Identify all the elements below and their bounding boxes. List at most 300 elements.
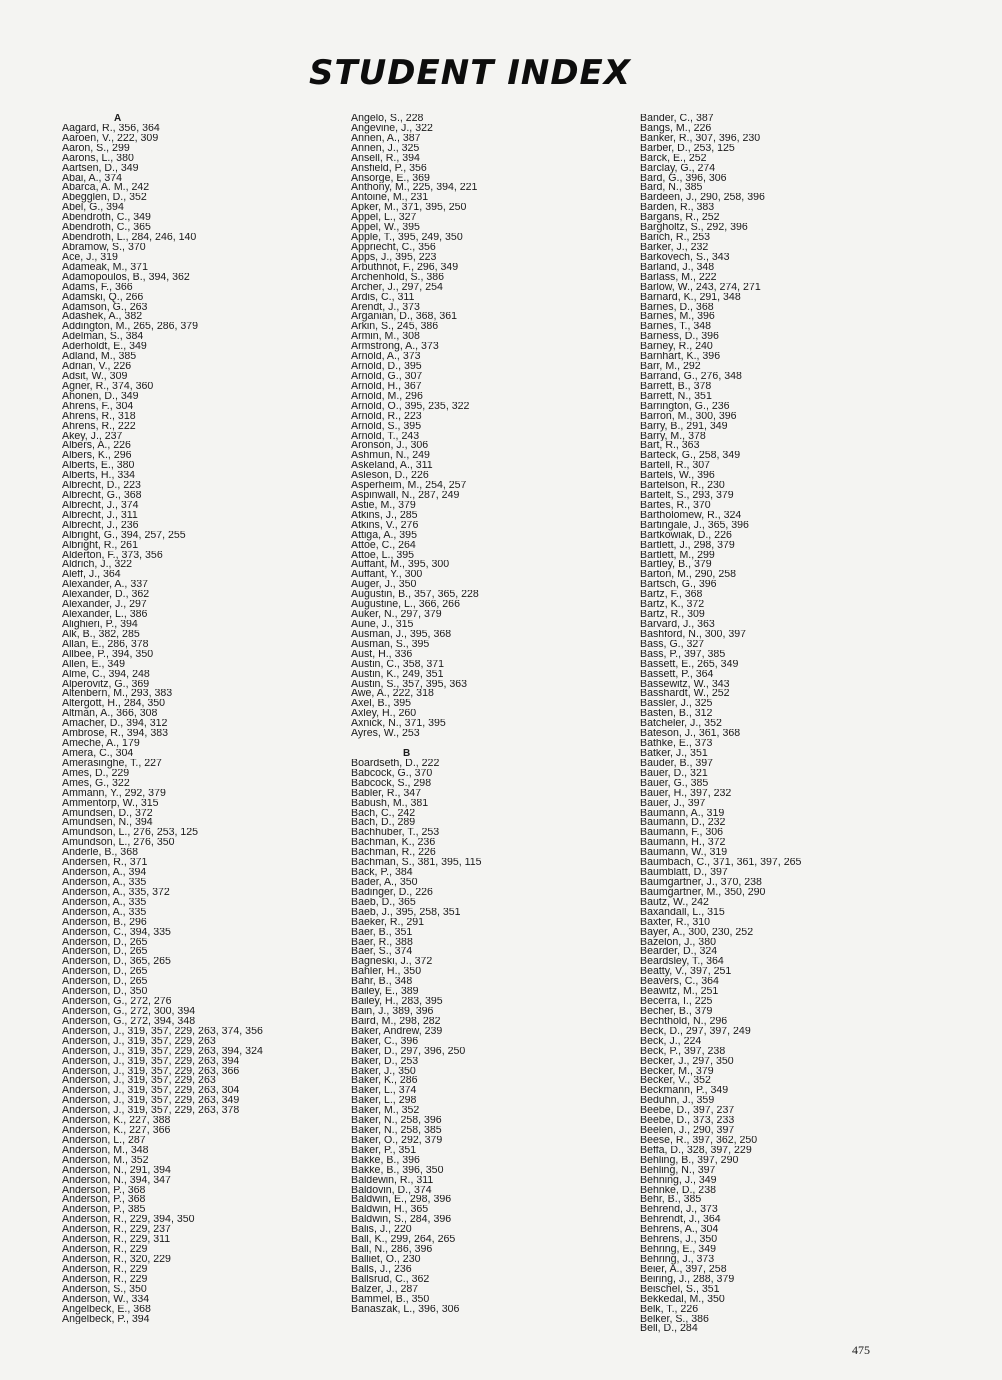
index-entry: Appel, L., 327 [351, 213, 417, 224]
index-entry: Baldwin, E., 298, 396 [351, 1195, 452, 1206]
index-entry: Banaszak, L., 396, 306 [351, 1304, 460, 1315]
index-entry: Behring, J., 373 [640, 1255, 715, 1265]
index-entry: Bardeen, J., 290, 258, 396 [640, 193, 765, 204]
index-entry: Aderholdt, E., 349 [62, 342, 147, 353]
index-entry: Belker, S., 386 [640, 1314, 709, 1325]
index-entry: Baumann, A., 319 [640, 808, 725, 819]
index-entry: Beebe, D., 373, 233 [640, 1116, 735, 1127]
index-entry: Amundsen, D., 372 [62, 808, 153, 819]
index-entry: Anderson, D., 265 [62, 947, 148, 958]
index-entry: Apps, J., 395, 223 [351, 252, 437, 263]
index-entry: Baeb, J., 395, 258, 351 [351, 907, 461, 918]
index-entry: Awe, A., 222, 318 [351, 689, 434, 700]
index-entry: Anderson, D., 265 [62, 967, 148, 978]
index-entry: Bartholomew, R., 324 [640, 510, 742, 521]
index-entry: Barrington, G., 236 [640, 401, 730, 412]
index-entry: Auffant, M., 395, 300 [351, 560, 450, 571]
index-column-1 [62, 114, 332, 1324]
index-entry: Banker, R., 307, 396, 230 [640, 133, 761, 144]
index-entry: Bakke, B., 396, 350 [351, 1165, 444, 1176]
index-entry: Arganian, D., 368, 361 [351, 312, 458, 323]
index-entry: Ausman, J., 395, 368 [351, 629, 452, 640]
index-entry: Anderson, K., 227, 388 [62, 1116, 171, 1127]
index-entry: Barnes, D., 368 [640, 302, 714, 313]
index-entry: Baxandall, L., 315 [640, 907, 725, 918]
index-entry: Adland, M., 385 [62, 352, 137, 363]
index-entry: Austin, S., 357, 395, 363 [351, 679, 468, 690]
index-entry: Bearder, D., 324 [640, 947, 718, 958]
index-entry: Behrendt, J., 364 [640, 1215, 721, 1226]
index-entry: Astie, M., 379 [351, 500, 416, 511]
index-entry: Albrecht, D., 223 [62, 481, 141, 492]
index-entry: Anderson, R., 229 [62, 1264, 148, 1275]
index-entry: Bekkedal, M., 350 [640, 1294, 725, 1305]
index-entry: Aarons, L., 380 [62, 153, 134, 164]
index-entry: Auffant, Y., 300 [351, 570, 423, 581]
index-entry: Alighieri, P., 394 [62, 620, 138, 630]
index-entry: Bartels, W., 396 [640, 471, 715, 482]
index-entry: Beduhn, J., 359 [640, 1096, 715, 1107]
page-title: STUDENT INDEX [309, 53, 631, 93]
index-entry: Baldewin, R., 311 [351, 1175, 434, 1186]
index-entry: Ausman, S., 395 [351, 639, 430, 650]
index-entry: Adelman, S., 384 [62, 332, 144, 343]
index-entry: Bain, J., 389, 396 [351, 1006, 434, 1017]
index-entry: Behrens, J., 350 [640, 1235, 718, 1246]
index-entry: Axnick, N., 371, 395 [351, 719, 446, 730]
index-entry: Baer, S., 374 [351, 947, 413, 958]
index-entry: Baumgartner, M., 350, 290 [640, 887, 766, 898]
index-entry: Barrand, G., 276, 348 [640, 371, 742, 382]
index-entry: Bassewitz, W., 343 [640, 679, 730, 690]
index-entry: Ahrens, R., 222 [62, 421, 136, 432]
index-entry: Baeb, D., 365 [351, 897, 416, 908]
index-entry: Anderson, G., 272, 300, 394 [62, 1006, 196, 1017]
section-heading-b: B [403, 748, 411, 759]
index-entry: Bachhuber, T., 253 [351, 828, 440, 839]
index-entry: Anderson, R., 229 [62, 1274, 148, 1285]
index-entry: Bartelt, S., 293, 379 [640, 491, 734, 501]
index-entry: Adashek, A., 382 [62, 312, 143, 323]
index-entry: Anderson, L., 287 [62, 1135, 146, 1146]
index-entry: Adams, F., 366 [62, 282, 133, 293]
index-entry: Bachman, K., 236 [351, 838, 436, 849]
index-entry: Anderson, S., 350 [62, 1284, 147, 1295]
index-entry: Arnold, T., 243 [351, 431, 420, 442]
index-entry: Anderson, D., 265 [62, 977, 148, 988]
index-entry: Bartley, B., 379 [640, 560, 712, 571]
index-entry: Abendroth, C., 349 [62, 213, 151, 224]
index-entry: Angelbeck, P., 394 [62, 1314, 150, 1325]
index-entry: Adsit, W., 309 [62, 371, 128, 382]
index-entry: Baird, M., 298, 282 [351, 1016, 441, 1027]
index-entry: Albers, A., 226 [62, 441, 131, 452]
index-entry: Baker, Andrew, 239 [351, 1026, 443, 1037]
index-entry: Andersen, R., 371 [62, 858, 148, 869]
index-entry: Behring, E., 349 [640, 1245, 716, 1256]
index-entry: Amerasinghe, T., 227 [62, 758, 162, 769]
index-entry: Anderson, R., 320, 229 [62, 1255, 171, 1265]
index-entry: Bartz, F., 368 [640, 590, 703, 601]
index-entry: Anderson, D., 265 [62, 937, 148, 948]
index-entry: Amacher, D., 394, 312 [62, 719, 168, 730]
index-entry: Babler, R., 347 [351, 788, 422, 799]
index-entry: Behnke, D., 238 [640, 1185, 716, 1196]
index-entry: Barclay, G., 274 [640, 163, 716, 174]
index-entry: Amundsen, N., 394 [62, 818, 153, 829]
index-entry: Allan, E., 286, 378 [62, 639, 149, 650]
index-entry: Barrett, B., 378 [640, 381, 712, 392]
entry-list [640, 114, 990, 1334]
index-entry: Bashford, N., 300, 397 [640, 629, 747, 640]
index-entry: Angelbeck, E., 368 [62, 1304, 151, 1315]
index-entry: Bahr, B., 348 [351, 977, 413, 988]
index-entry: Anderson, J., 319, 357, 229, 263, 374, 356 [62, 1026, 263, 1037]
index-entry: Baumblatt, D., 397 [640, 868, 728, 878]
index-entry: Beiring, J., 288, 379 [640, 1274, 735, 1285]
index-entry: Beischel, S., 351 [640, 1284, 720, 1295]
index-entry: Barry, B., 291, 349 [640, 421, 728, 432]
index-entry: Bautz, W., 242 [640, 897, 709, 908]
index-entry: Bander, C., 387 [640, 114, 714, 124]
index-entry: Batcheler, J., 352 [640, 719, 722, 730]
index-entry: Arnold, A., 373 [351, 352, 421, 363]
index-entry: Ammann, Y., 292, 379 [62, 788, 166, 799]
index-entry: Barry, M., 378 [640, 431, 706, 442]
index-entry: Anderson, J., 319, 357, 229, 263, 366 [62, 1066, 240, 1077]
index-entry: Bartsch, G., 396 [640, 580, 717, 591]
index-entry: Belk, T., 226 [640, 1304, 699, 1315]
index-entry: Balzer, J., 287 [351, 1284, 419, 1295]
index-entry: Altman, A., 366, 308 [62, 709, 158, 720]
index-entry: Ansorge, E., 369 [351, 173, 430, 184]
index-entry: Augustine, L., 366, 266 [351, 600, 460, 611]
index-entry: Annen, J., 325 [351, 143, 420, 154]
index-entry: Alberts, E., 380 [62, 461, 135, 472]
index-column-3 [640, 114, 990, 1334]
index-entry: Aaroen, V., 222, 309 [62, 133, 159, 144]
index-entry: Allen, E., 349 [62, 659, 126, 670]
index-entry: Anderson, W., 334 [62, 1294, 150, 1305]
index-entry: Baldwin, S., 284, 396 [351, 1215, 452, 1226]
index-entry: Bart, R., 363 [640, 441, 700, 452]
index-entry: Anderson, J., 319, 357, 229, 263, 304 [62, 1086, 240, 1097]
index-entry: Barney, R., 240 [640, 342, 713, 353]
index-entry: Baumann, H., 372 [640, 838, 726, 849]
index-entry: Abendroth, L., 284, 246, 140 [62, 233, 197, 243]
index-entry: Bach, D., 289 [351, 818, 416, 829]
index-entry: Bauer, H., 397, 232 [640, 788, 732, 799]
index-entry: Becerra, I., 225 [640, 997, 713, 1007]
index-entry: Bauder, B., 397 [640, 758, 714, 769]
index-entry: Alk, B., 382, 285 [62, 629, 140, 640]
index-entry: Bartelson, R., 230 [640, 481, 725, 492]
index-entry: Barnhart, K., 396 [640, 352, 721, 363]
index-entry: Beck, J., 224 [640, 1036, 702, 1047]
index-entry: Bathke, E., 373 [640, 739, 713, 749]
index-entry: Allbee, P., 394, 350 [62, 649, 154, 660]
index-entry: Barness, D., 396 [640, 332, 719, 343]
index-entry: Bauer, D., 321 [640, 768, 708, 779]
index-entry: Ahrens, F., 304 [62, 401, 134, 412]
index-entry: Behrend, J., 373 [640, 1205, 718, 1216]
index-entry: Ameche, A., 179 [62, 739, 140, 749]
index-entry: Bechthold, N., 296 [640, 1016, 728, 1027]
index-entry: Beebe, D., 397, 237 [640, 1106, 735, 1117]
index-entry: Beffa, D., 328, 397, 229 [640, 1145, 752, 1156]
index-entry: Akey, J., 237 [62, 431, 123, 442]
index-entry: Batker, J., 351 [640, 749, 708, 759]
index-entry: Behling, N., 397 [640, 1165, 716, 1176]
index-entry: Balls, J., 236 [351, 1264, 412, 1275]
index-entry: Barnard, K., 291, 348 [640, 292, 741, 303]
index-entry: Arnold, R., 223 [351, 411, 422, 422]
index-entry: Aust, H., 336 [351, 649, 413, 660]
index-entry: Barlass, M., 222 [640, 272, 717, 283]
index-entry: Agner, R., 374, 360 [62, 381, 154, 392]
index-entry: Baumann, W., 319 [640, 848, 728, 859]
index-entry: Baumann, D., 232 [640, 818, 726, 829]
index-entry: Amundson, L., 276, 350 [62, 838, 175, 849]
index-entry: Bader, A., 350 [351, 877, 418, 888]
index-entry: Albers, K., 296 [62, 451, 132, 462]
entry-list [351, 114, 621, 739]
index-entry: Bazelon, J., 380 [640, 937, 716, 948]
index-entry: Bartes, R., 370 [640, 500, 711, 511]
index-entry: Anderson, M., 348 [62, 1145, 149, 1156]
entry-list [62, 124, 332, 1325]
index-entry: Ansell, R., 394 [351, 153, 420, 164]
index-entry: Anderson, D., 350 [62, 987, 148, 998]
index-entry: Baker, C., 396 [351, 1036, 419, 1047]
index-entry: Bard, N., 385 [640, 183, 703, 194]
index-entry: Baker, O., 292, 379 [351, 1135, 443, 1146]
index-entry: Aldrich, J., 322 [62, 560, 133, 571]
index-entry: Aaron, S., 299 [62, 143, 130, 154]
index-entry: Babcock, G., 370 [351, 768, 433, 779]
index-entry: Bateson, J., 361, 368 [640, 729, 741, 740]
entry-list [351, 759, 621, 1315]
index-entry: Aronson, J., 306 [351, 441, 429, 452]
index-entry: Beck, D., 297, 397, 249 [640, 1026, 751, 1037]
index-entry: Babcock, S., 298 [351, 778, 432, 789]
index-entry: Baldovin, D., 374 [351, 1185, 432, 1196]
index-entry: Becker, J., 297, 350 [640, 1056, 734, 1067]
index-entry: Annen, A., 387 [351, 133, 421, 144]
index-entry: Behr, B., 385 [640, 1195, 702, 1206]
index-entry: Barland, J., 348 [640, 262, 715, 273]
index-entry: Austin, C., 358, 371 [351, 659, 445, 670]
index-entry: Anderle, B., 368 [62, 848, 138, 859]
index-entry: Beese, R., 397, 362, 250 [640, 1135, 758, 1146]
index-entry: Baumann, F., 306 [640, 828, 724, 839]
index-entry: Anderson, N., 394, 347 [62, 1175, 171, 1186]
index-entry: Armstrong, A., 373 [351, 342, 439, 353]
index-entry: Bailey, E., 389 [351, 987, 419, 998]
index-entry: Arnold, O., 395, 235, 322 [351, 401, 470, 412]
index-entry: Bauer, J., 397 [640, 798, 706, 809]
index-entry: Altenbern, M., 293, 383 [62, 689, 173, 700]
index-entry: Barr, M., 292 [640, 362, 701, 372]
section-heading-a: A [114, 113, 122, 124]
index-entry: Asperheim, M., 254, 257 [351, 481, 467, 492]
index-entry: Baker, K., 286 [351, 1076, 418, 1087]
index-entry: Anderson, A., 335 [62, 897, 147, 908]
index-entry: Abendroth, C., 365 [62, 223, 151, 234]
index-entry: Alexander, J., 297 [62, 600, 147, 611]
index-entry: Beavers, C., 364 [640, 977, 719, 988]
index-entry: Bach, C., 242 [351, 808, 416, 819]
index-entry: Ashmun, N., 249 [351, 451, 430, 462]
index-entry: Altergott, H., 284, 350 [62, 699, 166, 710]
index-entry: Appel, W., 395 [351, 223, 420, 234]
index-entry: Ballsrud, C., 362 [351, 1274, 430, 1285]
index-entry: Anderson, B., 296 [62, 917, 147, 928]
index-entry: Bell, D., 284 [640, 1324, 698, 1335]
index-entry: Anderson, J., 319, 357, 229, 263 [62, 1076, 216, 1087]
index-entry: Adameak, M., 371 [62, 262, 148, 273]
index-entry: Anderson, N., 291, 394 [62, 1165, 171, 1176]
index-entry: Bass, G., 327 [640, 639, 705, 650]
index-entry: Arnold, S., 395 [351, 421, 422, 432]
index-entry: Behning, J., 349 [640, 1175, 717, 1186]
index-entry: Bard, G., 396, 306 [640, 173, 727, 184]
index-entry: Bayer, A., 300, 230, 252 [640, 927, 754, 938]
index-entry: Aleff, J., 364 [62, 570, 121, 581]
index-entry: Archer, J., 297, 254 [351, 282, 443, 293]
index-entry: Baker, L., 298 [351, 1096, 417, 1107]
index-entry: Ball, N., 286, 396 [351, 1245, 433, 1256]
index-entry: Bagneski, J., 372 [351, 957, 433, 968]
index-entry: Barden, R., 383 [640, 203, 715, 214]
index-entry: Anderson, G., 272, 276 [62, 997, 172, 1007]
index-entry: Bassett, P., 364 [640, 669, 714, 680]
index-entry: Balis, J., 220 [351, 1225, 412, 1236]
index-entry: Beawitz, M., 251 [640, 987, 719, 998]
index-entry: Barlow, W., 243, 274, 271 [640, 282, 761, 293]
index-entry: Abel, G., 394 [62, 203, 124, 214]
index-entry: Alexander, D., 362 [62, 590, 150, 601]
index-entry: Barich, R., 253 [640, 233, 711, 243]
index-entry: Anderson, R., 229, 394, 350 [62, 1215, 195, 1226]
index-entry: Anderson, J., 319, 357, 229, 263, 378 [62, 1106, 240, 1117]
index-entry: Badinger, D., 226 [351, 887, 433, 898]
index-entry: Arnold, H., 367 [351, 381, 422, 392]
index-entry: Barnes, T., 348 [640, 322, 712, 333]
index-entry: Becher, B., 379 [640, 1006, 713, 1017]
index-entry: Baker, D., 297, 396, 250 [351, 1046, 466, 1057]
index-entry: Anderson, M., 352 [62, 1155, 149, 1166]
index-entry: Albrecht, J., 374 [62, 500, 139, 511]
index-entry: Alderton, F., 373, 356 [62, 550, 163, 561]
index-entry: Barteck, G., 258, 349 [640, 451, 741, 462]
index-entry: Basshardt, W., 252 [640, 689, 730, 700]
index-entry: Bass, P., 397, 385 [640, 649, 726, 660]
index-entry: Attoe, C., 264 [351, 540, 416, 551]
index-entry: Askeland, A., 311 [351, 461, 433, 472]
index-entry: Axel, B., 395 [351, 699, 412, 710]
index-entry: Adamson, G., 263 [62, 302, 148, 313]
index-entry: Ahrens, R., 318 [62, 411, 136, 422]
index-entry: Bargans, R., 252 [640, 213, 720, 224]
index-entry: Antoine, M., 231 [351, 193, 429, 204]
index-entry: Ansfield, P., 356 [351, 163, 427, 174]
index-entry: Arnold, M., 296 [351, 391, 423, 402]
index-entry: Beier, A., 397, 258 [640, 1264, 727, 1275]
index-entry: Abarca, A. M., 242 [62, 183, 150, 194]
index-entry: Baldwin, H., 365 [351, 1205, 429, 1216]
index-entry: Anderson, J., 319, 357, 229, 263, 349 [62, 1096, 240, 1107]
index-entry: Anderson, A., 335 [62, 877, 147, 888]
index-entry: Arbuthnot, F., 296, 349 [351, 262, 459, 273]
index-entry: Angevine, J., 322 [351, 123, 433, 134]
index-entry: Augustin, B., 357, 365, 228 [351, 590, 479, 601]
index-entry: Anderson, R., 229 [62, 1245, 148, 1256]
index-entry: Barvard, J., 363 [640, 620, 715, 630]
index-entry: Baker, P., 351 [351, 1145, 417, 1156]
index-entry: Ace, J., 319 [62, 252, 118, 263]
index-entry: Anderson, A., 394 [62, 868, 147, 878]
index-entry: Adrian, V., 226 [62, 362, 132, 372]
index-entry: Baker, D., 253 [351, 1056, 419, 1067]
index-entry: Bachman, S., 381, 395, 115 [351, 858, 482, 869]
index-entry: Aspinwall, N., 287, 249 [351, 491, 460, 501]
index-entry: Beck, P., 397, 238 [640, 1046, 726, 1057]
index-entry: Alberts, H., 334 [62, 471, 136, 482]
index-entry: Armin, M., 308 [351, 332, 420, 343]
index-entry: Anderson, J., 319, 357, 229, 263, 394, 324 [62, 1046, 263, 1057]
index-entry: Bailey, H., 283, 395 [351, 997, 443, 1007]
index-entry: Baer, R., 388 [351, 937, 413, 948]
index-entry: Appriecht, C., 356 [351, 242, 436, 253]
index-entry: Ahonen, D., 349 [62, 391, 139, 402]
index-entry: Behrens, A., 304 [640, 1225, 719, 1236]
index-entry: Apker, M., 371, 395, 250 [351, 203, 467, 214]
index-entry: Bargholtz, S., 292, 396 [640, 223, 748, 234]
index-entry: Barkovech, S., 343 [640, 252, 730, 263]
index-entry: Ames, G., 322 [62, 778, 130, 789]
index-entry: Amera, C., 304 [62, 749, 134, 759]
index-entry: Becker, V., 352 [640, 1076, 711, 1087]
index-entry: Albrecht, G., 368 [62, 491, 142, 501]
index-entry: Ardis, C., 311 [351, 292, 415, 303]
index-entry: Archenhold, S., 386 [351, 272, 445, 283]
index-entry: Arkin, S., 245, 386 [351, 322, 439, 333]
index-entry: Back, P., 384 [351, 868, 413, 878]
index-entry: Anderson, A., 335 [62, 907, 147, 918]
index-entry: Bassett, E., 265, 349 [640, 659, 739, 670]
index-entry: Barker, J., 232 [640, 242, 709, 253]
index-entry: Abramow, S., 370 [62, 242, 146, 253]
index-entry: Anderson, C., 394, 335 [62, 927, 171, 938]
index-entry: Alperovitz, G., 369 [62, 679, 150, 690]
index-entry: Anderson, G., 272, 394, 348 [62, 1016, 196, 1027]
index-entry: Bammel, B., 350 [351, 1294, 430, 1305]
index-entry: Baer, B., 351 [351, 927, 413, 938]
index-entry: Bartell, R., 307 [640, 461, 711, 472]
index-entry: Beatty, V., 397, 251 [640, 967, 732, 978]
index-entry: Arnold, D., 395 [351, 362, 422, 372]
index-entry: Asleson, D., 226 [351, 471, 429, 482]
index-entry: Anderson, P., 385 [62, 1205, 146, 1216]
index-entry: Addington, M., 265, 286, 379 [62, 322, 199, 333]
index-entry: Bassler, J., 325 [640, 699, 713, 710]
index-entry: Anderson, A., 335, 372 [62, 887, 170, 898]
index-entry: Anderson, J., 319, 357, 229, 263, 394 [62, 1056, 240, 1067]
index-entry: Bachman, R., 226 [351, 848, 436, 859]
page-number: 475 [852, 1343, 870, 1357]
index-entry: Anderson, P., 368 [62, 1185, 146, 1196]
